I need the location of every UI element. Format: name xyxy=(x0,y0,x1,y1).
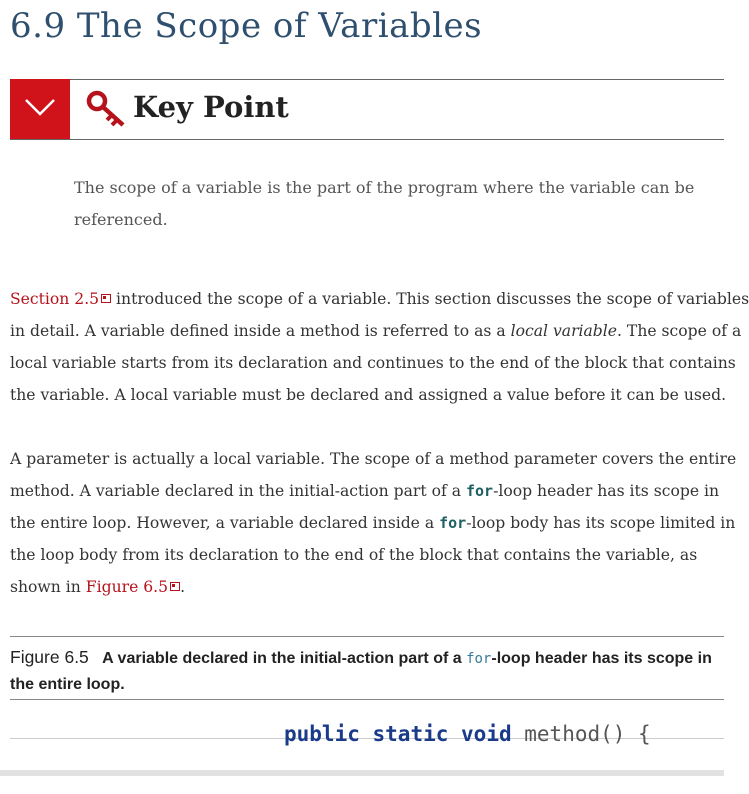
code-method-signature: method() { xyxy=(524,722,651,746)
link-box-icon[interactable] xyxy=(101,294,111,303)
paragraph2-text5b: . xyxy=(180,578,186,596)
local-variable-term: local variable xyxy=(510,322,618,340)
paragraph2-text2b: -loop header has its scope in xyxy=(493,482,720,500)
figure-number: Figure 6.5 xyxy=(10,647,89,667)
paragraph1-line4: the variable. A local variable must be declared and assigned a value before it can be used. xyxy=(10,386,727,404)
paragraph2-text3b: -loop body has its scope limited in xyxy=(466,514,736,532)
code-line-1 xyxy=(284,720,651,748)
code-keyword-public: public xyxy=(284,722,360,746)
bottom-scrollbar[interactable] xyxy=(0,770,724,776)
key-point-text: The scope of a variable is the part of the program where the variable can be referenced. xyxy=(74,178,695,229)
paragraph1-line1 xyxy=(10,283,749,315)
paragraph2-line2 xyxy=(10,475,719,507)
section-2-5-link[interactable]: Section 2.5 xyxy=(10,290,100,308)
key-point-toggle-button[interactable] xyxy=(10,79,70,139)
paragraph2-text5a: shown in xyxy=(10,578,86,596)
figure-caption xyxy=(10,644,720,698)
paragraph2-line1: A parameter is actually a local variable. The scope of a method parameter covers the entire xyxy=(10,450,737,468)
paragraph1-text2: in detail. A variable defined inside a method is referred to as a xyxy=(10,322,511,340)
code-listing xyxy=(10,710,724,746)
figure-for-keyword: for xyxy=(466,651,492,667)
for-keyword: for xyxy=(465,482,494,500)
figure-6-5-link[interactable]: Figure 6.5 xyxy=(85,578,169,596)
code-keyword-static: static xyxy=(372,722,449,746)
paragraph1-text1: introduced the scope of a variable. This section discusses the scope of variables xyxy=(111,290,749,308)
figure-top-divider xyxy=(10,636,724,637)
key-point-top-divider xyxy=(10,79,724,80)
code-keyword-void: void xyxy=(461,722,512,746)
paragraph2-line5 xyxy=(10,571,185,603)
paragraph1-line2 xyxy=(10,315,741,347)
paragraph2-text2a: method. A variable declared in the initial-action part of a xyxy=(10,482,466,500)
paragraph1-text2b: . The scope of a xyxy=(617,322,742,340)
figure-bottom-divider xyxy=(10,699,724,700)
key-icon xyxy=(86,90,128,128)
paragraph2-text3a: the entire loop. However, a variable declared inside a xyxy=(10,514,440,532)
figure-caption-text-a: A variable declared in the initial-action part of a xyxy=(102,650,467,667)
figure-caption-text-b: -loop header has its scope in the entire loop. xyxy=(10,650,712,693)
paragraph2-line3 xyxy=(10,507,735,539)
key-point-bottom-divider xyxy=(10,139,724,140)
chevron-down-icon xyxy=(24,97,56,117)
key-point-label: Key Point xyxy=(133,90,289,124)
paragraph1-line3: local variable starts from its declaration and continues to the end of the block that contains xyxy=(10,354,736,372)
section-title: 6.9 The Scope of Variables xyxy=(10,6,483,46)
for-keyword: for xyxy=(439,514,467,532)
link-box-icon[interactable] xyxy=(170,582,180,591)
paragraph2-line4: the loop body from its declaration to the end of the block that contains the variable, as xyxy=(10,546,698,564)
